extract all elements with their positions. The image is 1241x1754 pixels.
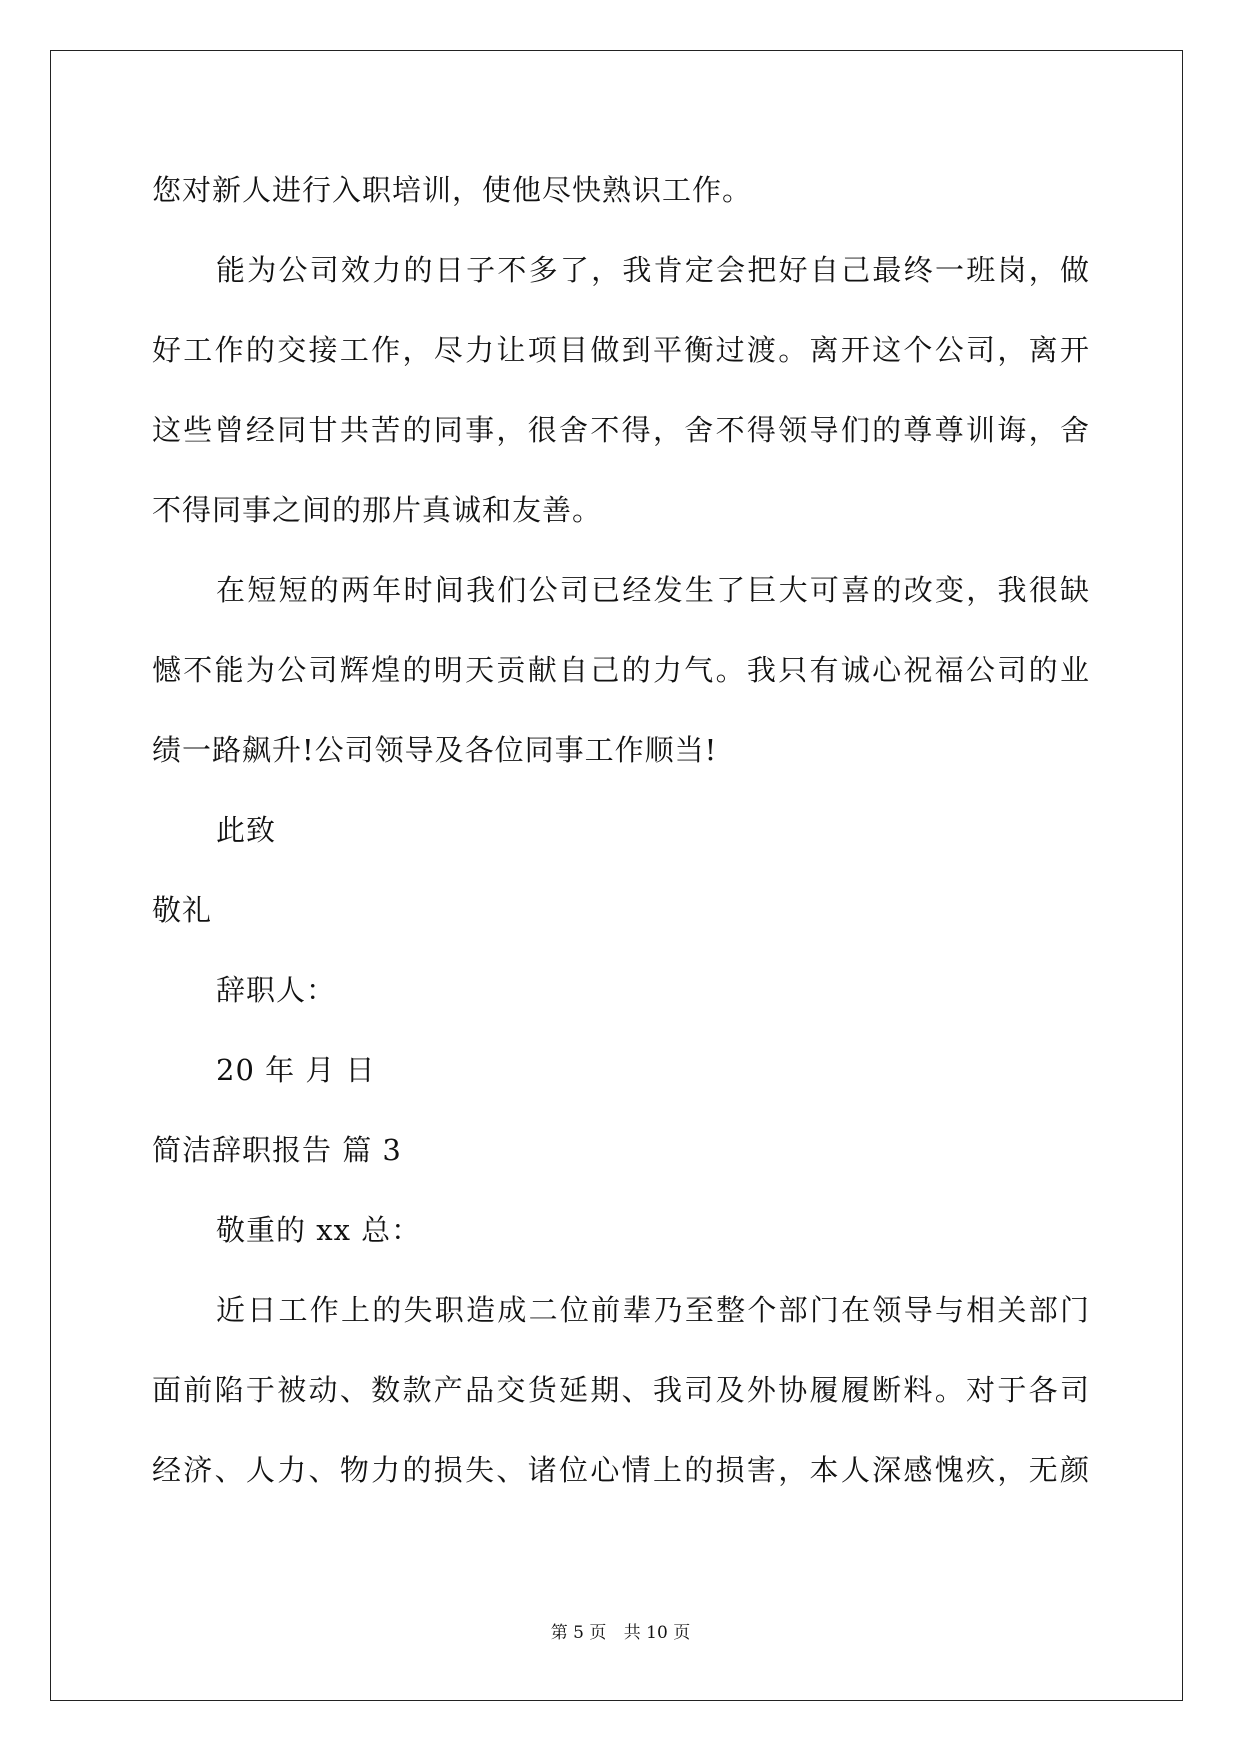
greeting: 敬重的 xx 总： (216, 1213, 422, 1247)
text-line: 憾不能为公司辉煌的明天贡献自己的力气。我只有诚心祝福公司的业 (152, 653, 1090, 687)
text-line: 好工作的交接工作，尽力让项目做到平衡过渡。离开这个公司，离开 (152, 333, 1090, 367)
page-number: 第 5 页 (550, 1623, 607, 1643)
page-total: 共 10 页 (623, 1623, 691, 1643)
text-line: 绩一路飙升!公司领导及各位同事工作顺当! (152, 733, 718, 767)
date-line: 20 年 月 日 (216, 1053, 376, 1087)
signature-label: 辞职人： (216, 973, 337, 1007)
page-footer (0, 1618, 1241, 1643)
text-line: 这些曾经同甘共苦的同事，很舍不得，舍不得领导们的尊尊训诲，舍 (152, 413, 1090, 447)
text-line: 面前陷于被动、数款产品交货延期、我司及外协履履断料。对于各司 (152, 1373, 1090, 1407)
text-line: 在短短的两年时间我们公司已经发生了巨大可喜的改变，我很缺 (216, 573, 1090, 607)
text-line: 近日工作上的失职造成二位前辈乃至整个部门在领导与相关部门 (216, 1293, 1090, 1327)
closing-regards: 敬礼 (152, 893, 213, 927)
text-line: 能为公司效力的日子不多了，我肯定会把好自己最终一班岗，做 (216, 253, 1090, 287)
text-line: 您对新人进行入职培训，使他尽快熟识工作。 (152, 173, 753, 207)
text-line: 经济、人力、物力的损失、诸位心情上的损害，本人深感愧疚，无颜 (152, 1453, 1090, 1487)
section-heading: 简洁辞职报告 篇 3 (152, 1133, 402, 1167)
closing-salutation: 此致 (216, 813, 277, 847)
text-line: 不得同事之间的那片真诚和友善。 (152, 493, 603, 527)
